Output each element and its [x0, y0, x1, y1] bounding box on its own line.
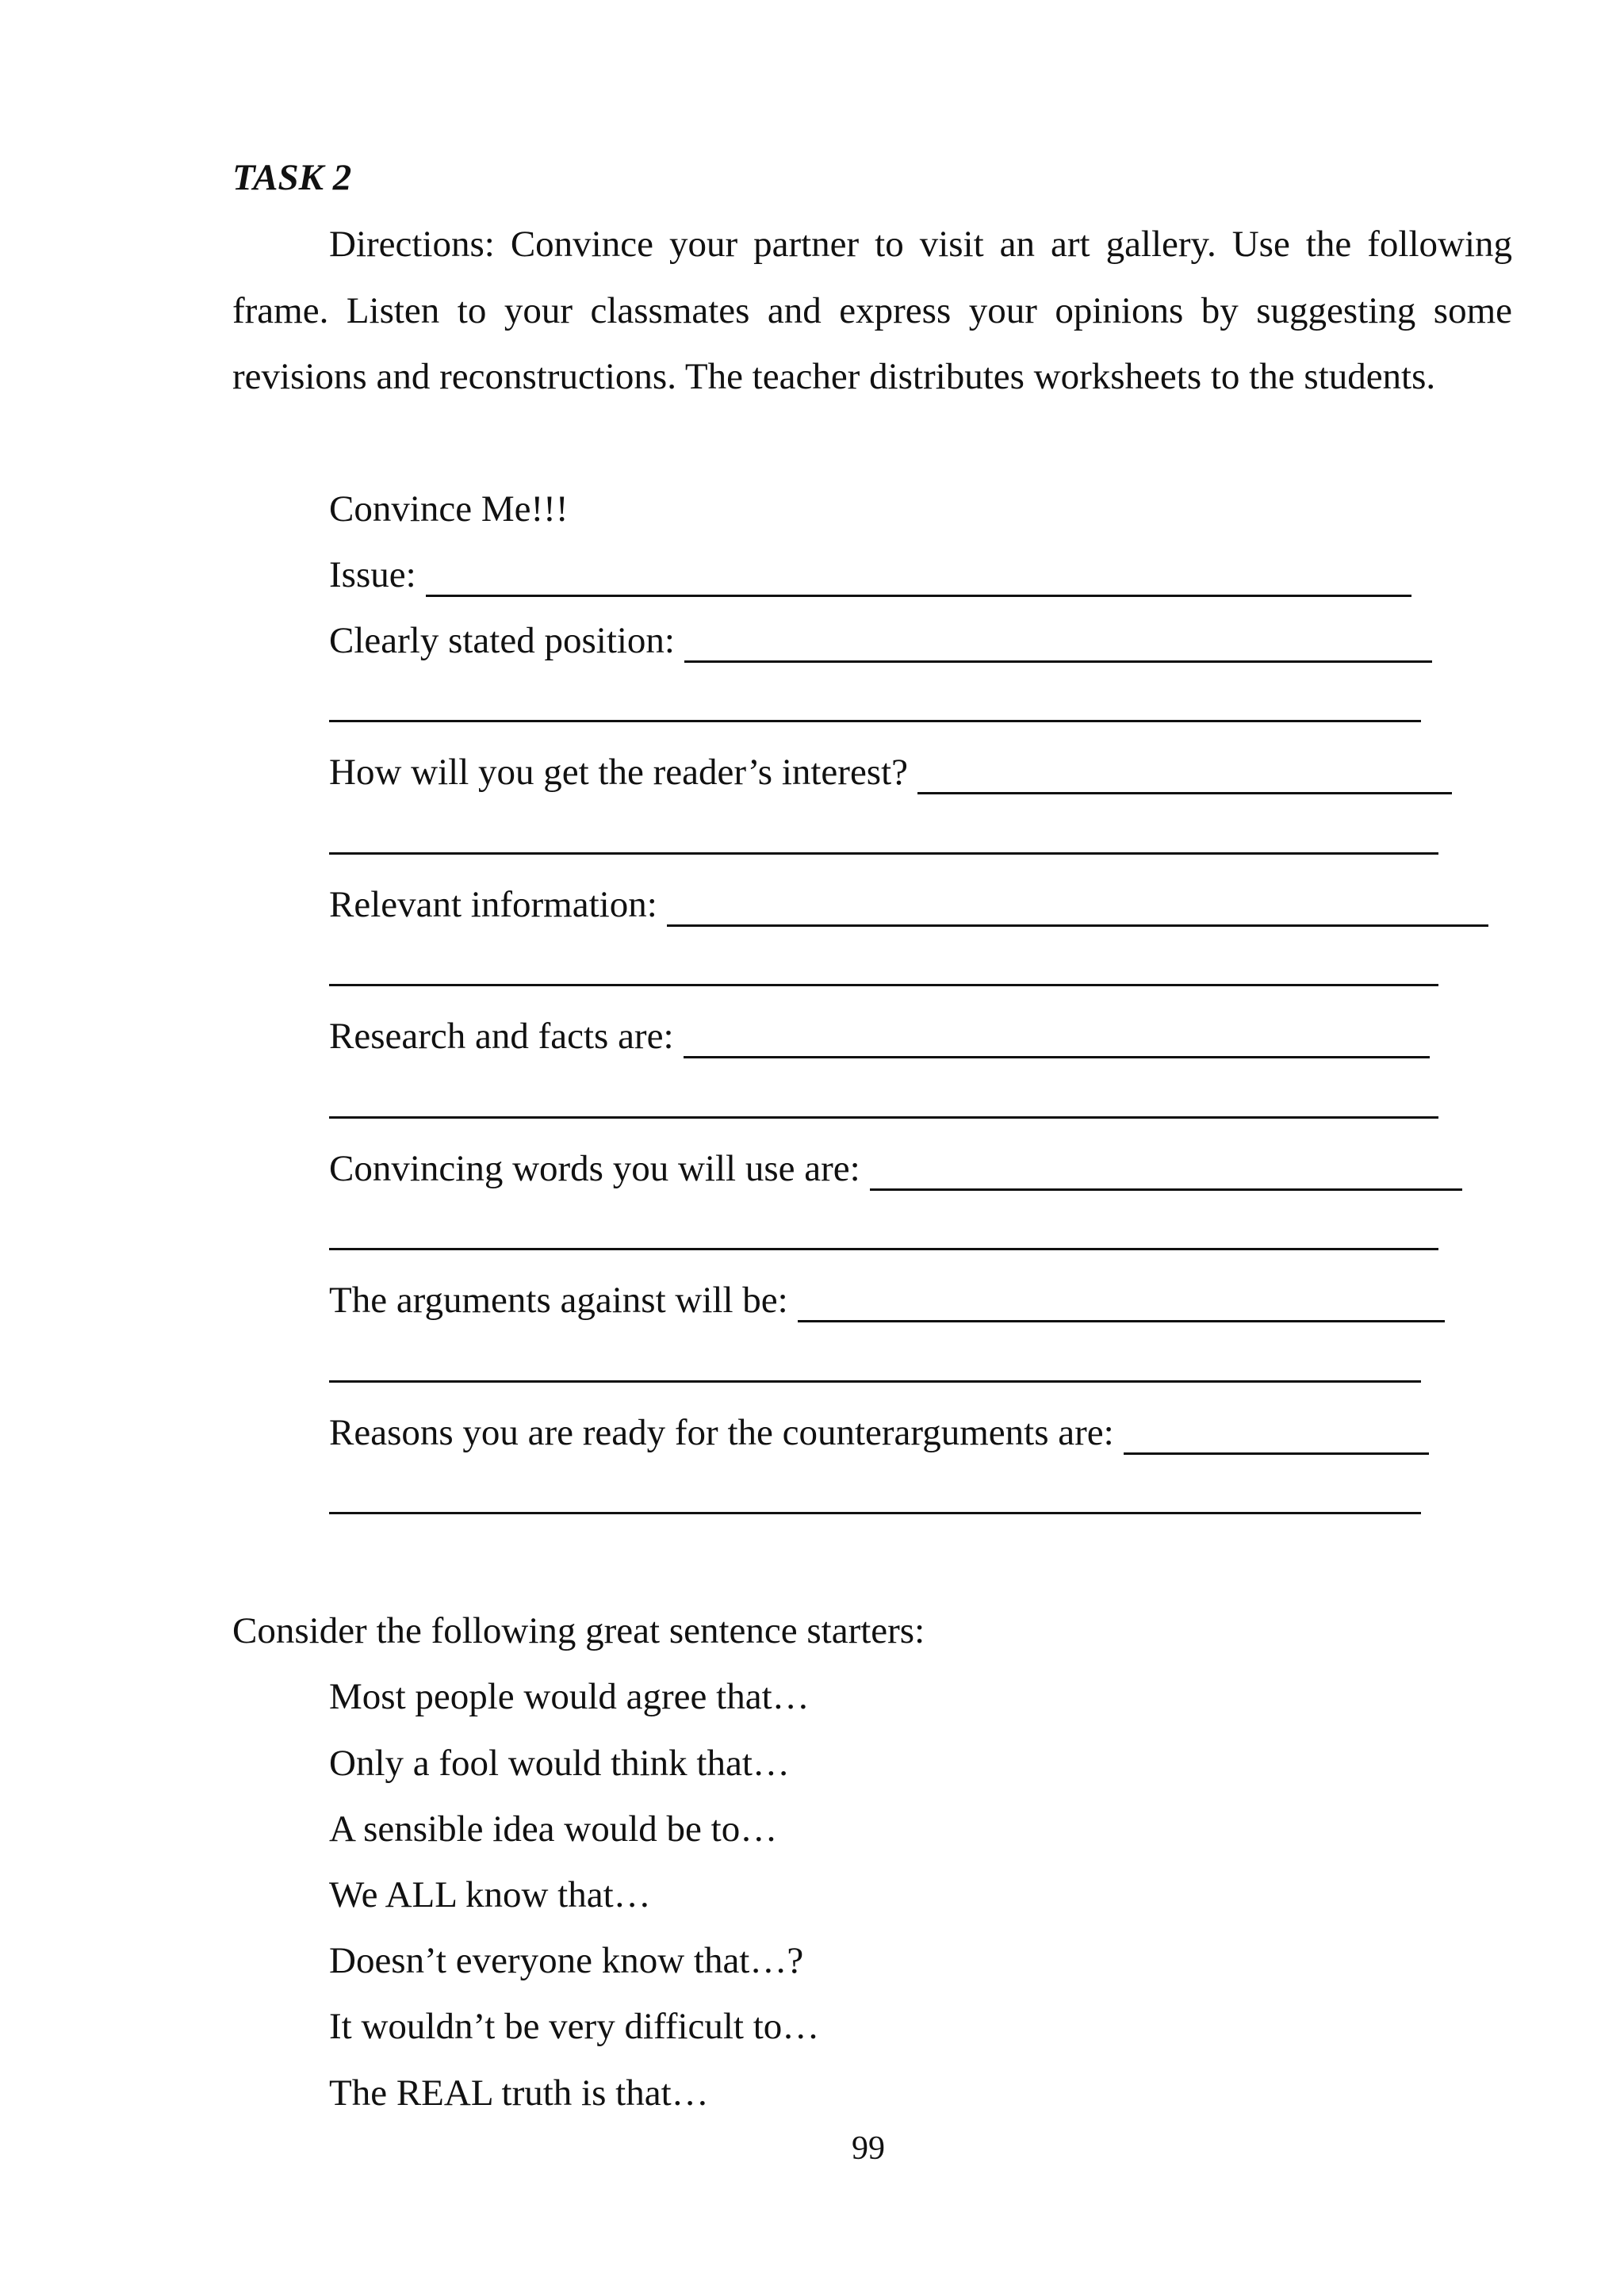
reasons-blank-line-2[interactable] — [329, 1512, 1421, 1514]
directions-line-2: frame. Listen to your classmates and express your opinions by suggesting some — [232, 290, 1512, 331]
starter-item: Most people would agree that… — [329, 1676, 810, 1717]
worksheet-title: Convince Me!!! — [329, 488, 569, 530]
issue-blank[interactable] — [426, 563, 1411, 597]
relevant-label: Relevant information: — [329, 884, 657, 925]
position-row — [329, 618, 1432, 663]
position-label: Clearly stated position: — [329, 620, 675, 661]
reasons-row — [329, 1410, 1429, 1455]
reasons-label: Reasons you are ready for the counterarguments are: — [329, 1412, 1114, 1453]
words-row — [329, 1146, 1462, 1191]
directions-line-3: revisions and reconstructions. The teacher distributes worksheets to the students. — [232, 356, 1436, 397]
position-blank[interactable] — [684, 629, 1432, 663]
interest-blank[interactable] — [917, 760, 1452, 794]
starter-item: It wouldn’t be very difficult to… — [329, 2006, 820, 2047]
words-blank-line-2[interactable] — [329, 1248, 1438, 1250]
starters-intro: Consider the following great sentence starters: — [232, 1610, 925, 1651]
research-blank[interactable] — [684, 1024, 1430, 1058]
page-number: 99 — [852, 2130, 885, 2167]
starter-item: Only a fool would think that… — [329, 1743, 790, 1784]
issue-row — [329, 553, 1411, 597]
reasons-blank[interactable] — [1124, 1421, 1429, 1455]
issue-label: Issue: — [329, 554, 416, 595]
interest-blank-line-2[interactable] — [329, 852, 1438, 855]
relevant-blank[interactable] — [667, 893, 1488, 927]
research-label: Research and facts are: — [329, 1016, 674, 1057]
against-blank-line-2[interactable] — [329, 1380, 1421, 1383]
words-label: Convincing words you will use are: — [329, 1148, 860, 1189]
relevant-blank-line-2[interactable] — [329, 984, 1438, 986]
starter-item: A sensible idea would be to… — [329, 1808, 778, 1850]
relevant-row — [329, 882, 1488, 927]
research-row — [329, 1014, 1430, 1058]
interest-label: How will you get the reader’s interest? — [329, 752, 909, 793]
directions-line-1: Directions: Convince your partner to visit an art gallery. Use the following — [329, 224, 1512, 265]
research-blank-line-2[interactable] — [329, 1116, 1438, 1119]
interest-row — [329, 750, 1452, 794]
starter-item: The REAL truth is that… — [329, 2072, 709, 2114]
starter-item: We ALL know that… — [329, 1874, 651, 1915]
against-blank[interactable] — [798, 1288, 1445, 1322]
words-blank[interactable] — [870, 1157, 1462, 1191]
position-blank-line-2[interactable] — [329, 720, 1421, 722]
against-row — [329, 1278, 1445, 1322]
against-label: The arguments against will be: — [329, 1280, 788, 1321]
task-title: TASK 2 — [232, 157, 352, 198]
starter-item: Doesn’t everyone know that…? — [329, 1940, 804, 1981]
